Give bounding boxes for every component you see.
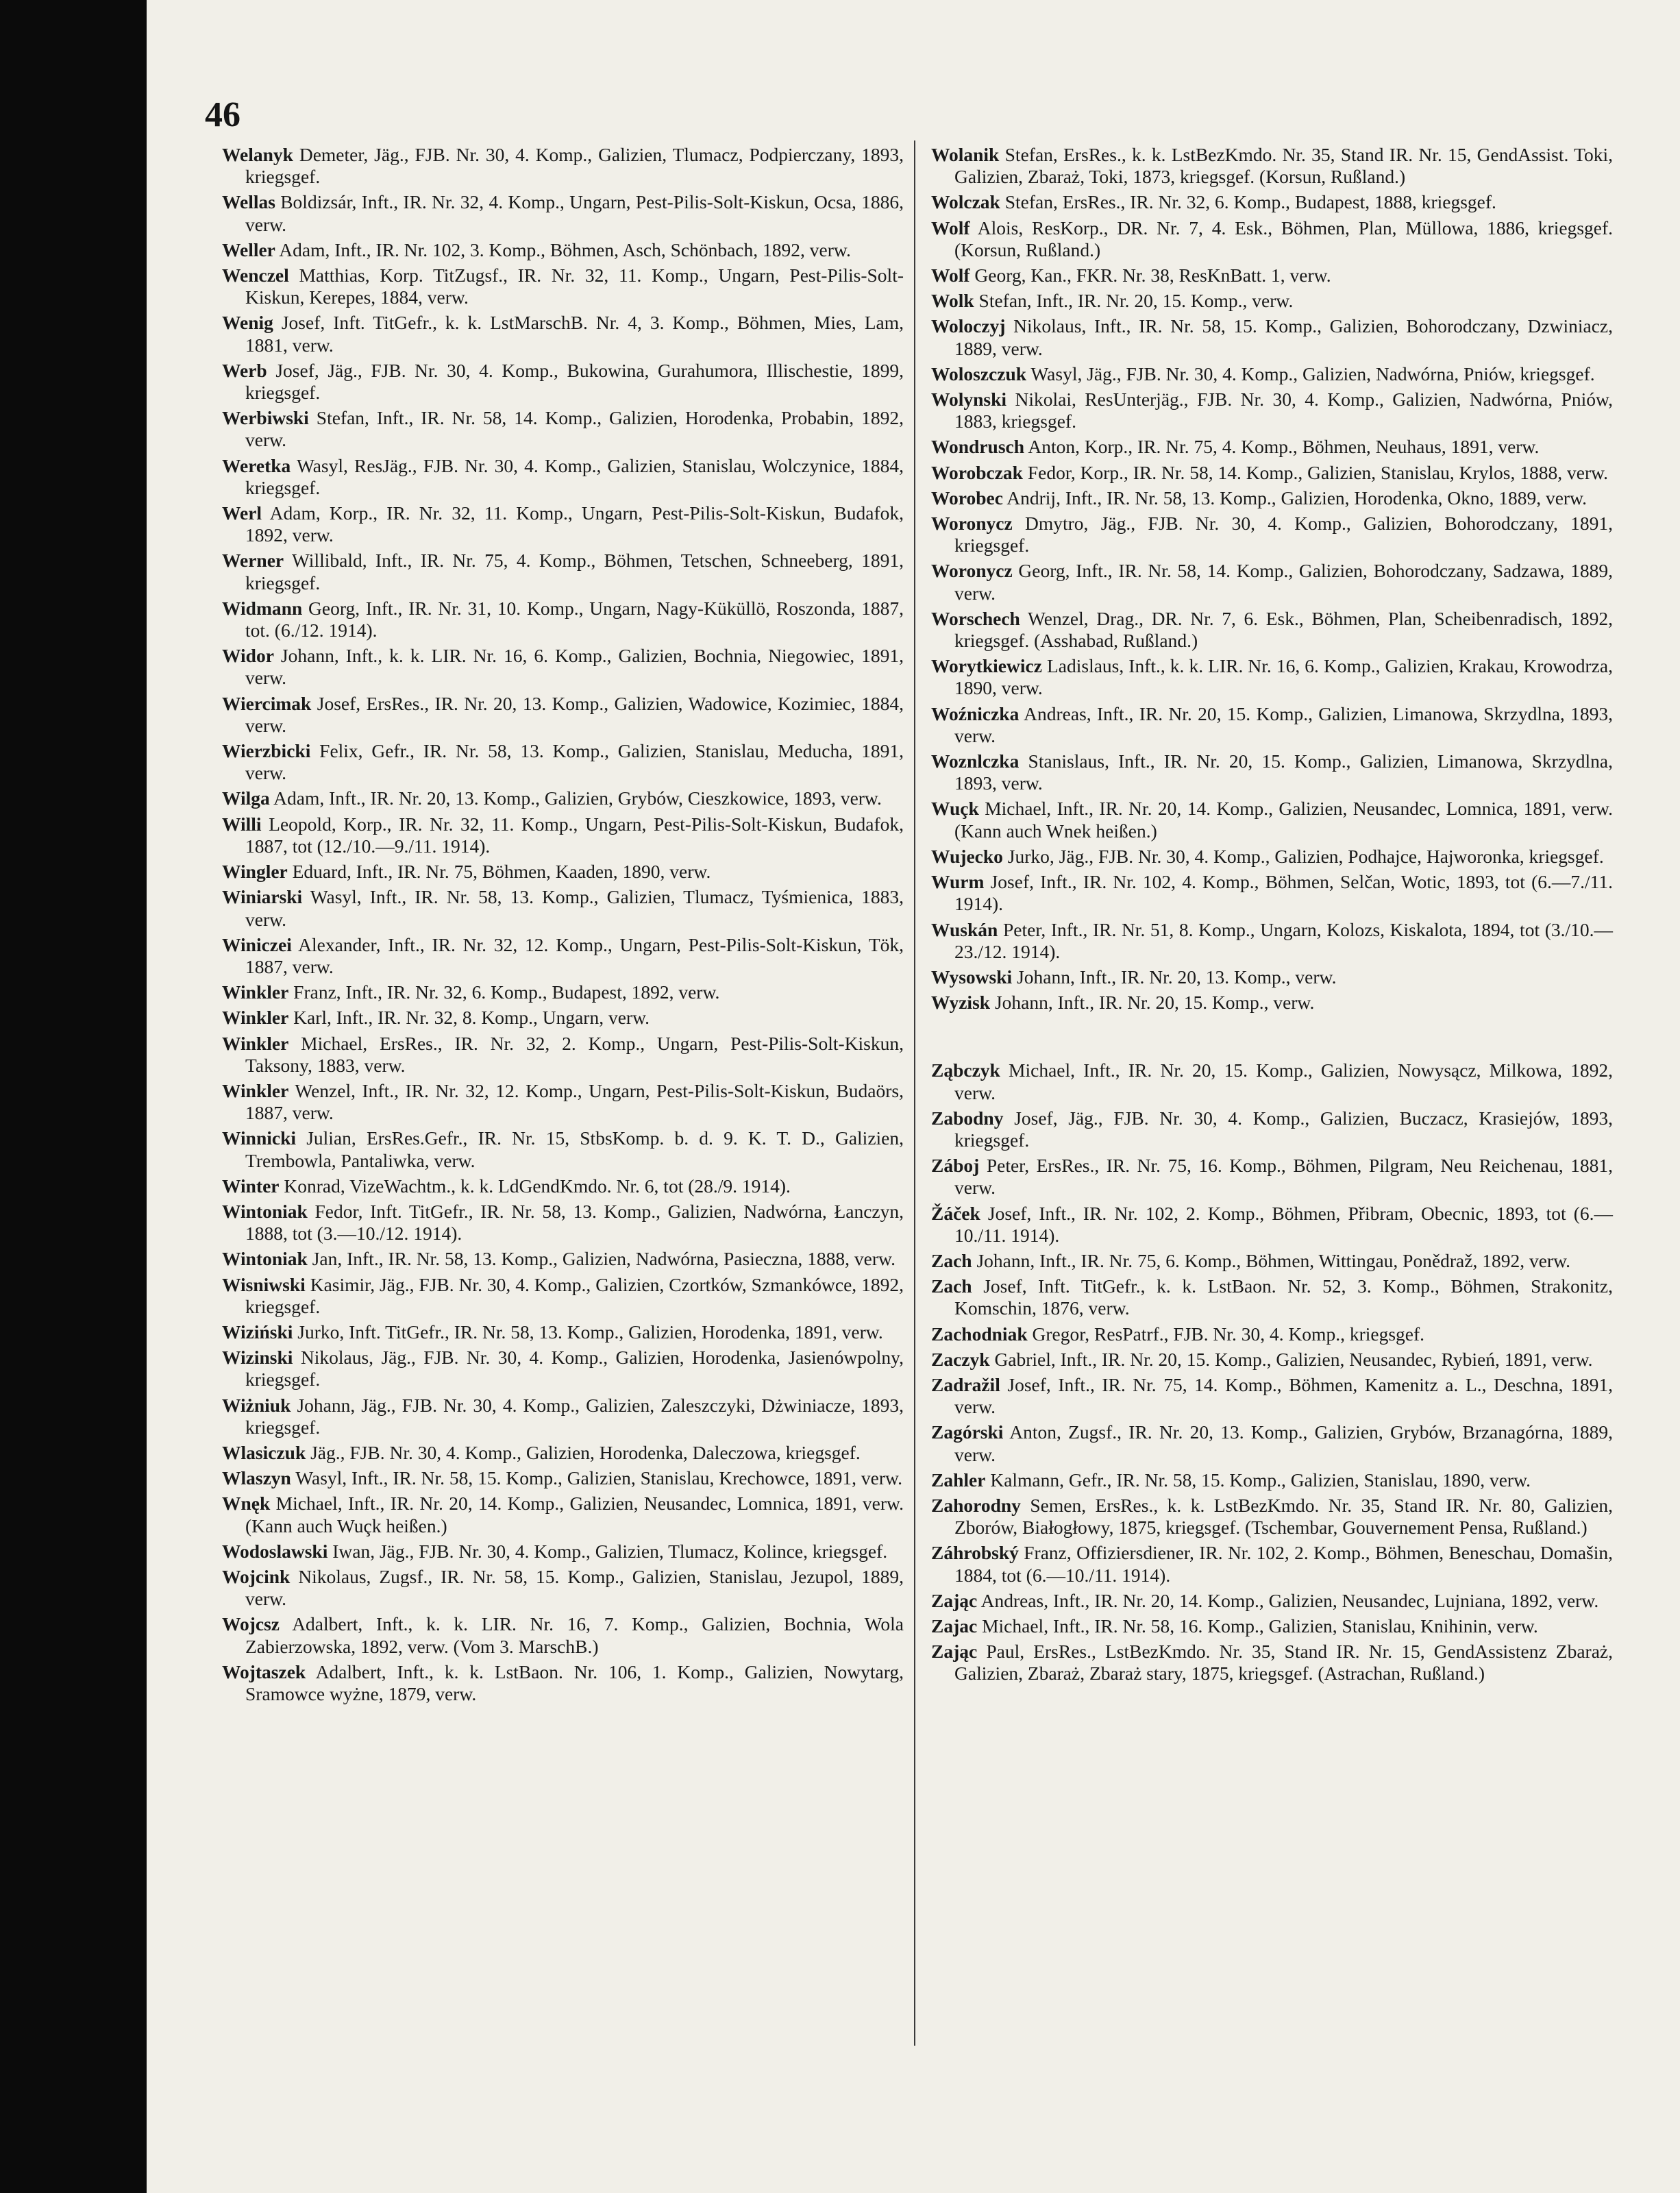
entry-surname: Wolk [931,290,974,312]
entry-surname: Welanyk [222,144,293,165]
entry-surname: Winnicki [222,1127,297,1149]
entry-surname: Winkler [222,1032,289,1054]
list-entry [222,1541,904,1563]
entry-details: Georg, Kan., FKR. Nr. 38, ResKnBatt. 1, verw. [974,265,1331,286]
entry-surname: Widmann [222,597,303,619]
entry-details: Konrad, VizeWachtm., k. k. LdGendKmdo. Nr. 6, tot (28./9. 1914). [284,1175,791,1197]
entry-surname: Werb [222,359,267,381]
list-entry [222,934,904,978]
list-entry [931,436,1613,458]
entry-surname: Worobczak [931,461,1023,483]
entry-details: Adalbert, Inft., k. k. LstBaon. Nr. 106, 1. Komp., Galizien, Nowytarg, Sramowce wyżne, 1879, verw. [245,1661,904,1704]
entry-surname: Werner [222,550,284,572]
entry-surname: Widor [222,645,274,667]
list-entry [931,655,1613,699]
entry-surname: Worschech [931,607,1020,629]
list-entry [222,787,904,809]
entry-surname: Winiarski [222,886,303,908]
list-entry [222,1175,904,1197]
list-entry [222,1661,904,1705]
list-entry [931,290,1613,312]
left-column [222,144,904,1708]
list-entry [931,1495,1613,1539]
entry-details: Franz, Offiziersdiener, IR. Nr. 102, 2. Komp., Böhmen, Beneschau, Domašin, 1884, tot (6.—10./11. 1914). [954,1542,1614,1586]
entry-surname: Wellas [222,191,275,213]
entry-details: Nikolai, ResUnterjäg., FJB. Nr. 30, 4. Komp., Galizien, Nadwórna, Pniów, 1883, kriegsgef. [954,389,1614,432]
entry-details: Peter, ErsRes., IR. Nr. 75, 16. Komp., Böhmen, Pilgram, Neu Reichenau, 1881, verw. [954,1155,1614,1199]
entry-details: Kalmann, Gefr., IR. Nr. 58, 15. Komp., Galizien, Stanislau, 1890, verw. [990,1469,1531,1491]
entry-surname: Wierzbicki [222,740,311,762]
entry-surname: Woznlczka [931,750,1020,772]
list-entry [222,1248,904,1270]
entry-surname: Wojcink [222,1565,291,1587]
entry-surname: Wenczel [222,265,289,286]
entry-surname: Wondrusch [931,436,1025,458]
entry-details: Jurko, Jäg., FJB. Nr. 30, 4. Komp., Galizien, Podhajce, Hajworonka, kriegsgef. [1007,845,1604,867]
entry-details: Wenzel, Drag., DR. Nr. 7, 6. Esk., Böhmen, Plan, Scheibenradisch, 1892, kriegsgef. (Asshabad, Rußland.) [954,607,1613,652]
entry-surname: Wnęk [222,1493,271,1515]
entry-details: Nikolaus, Jäg., FJB. Nr. 30, 4. Komp., Galizien, Horodenka, Jasienówpolny, kriegsgef. [245,1347,904,1390]
list-entry [222,1442,904,1464]
entry-details: Willibald, Inft., IR. Nr. 75, 4. Komp., Böhmen, Tetschen, Schneeberg, 1891, kriegsgef. [245,550,904,593]
list-entry [931,1059,1613,1103]
entry-surname: Wysowski [931,966,1013,988]
list-entry [931,1421,1613,1465]
list-entry [931,487,1613,509]
entry-details: Nikolaus, Inft., IR. Nr. 58, 15. Komp., Galizien, Bohorodczany, Dzwiniacz, 1889, verw. [954,315,1613,359]
entry-surname: Wiżniuk [222,1394,291,1416]
entry-surname: Wyzisk [931,992,991,1014]
list-entry [931,750,1613,794]
list-entry [222,1467,904,1489]
list-entry [222,144,904,188]
list-entry [931,1590,1613,1612]
entry-surname: Winter [222,1175,280,1197]
entry-details: Dmytro, Jäg., FJB. Nr. 30, 4. Komp., Galizien, Bohorodczany, 1891, kriegsgef. [954,513,1613,556]
list-entry [222,407,904,451]
entry-surname: Wojtaszek [222,1661,306,1682]
list-entry [931,1107,1613,1151]
entry-surname: Worobec [931,487,1003,509]
list-entry [222,550,904,593]
entry-surname: Zabodny [931,1107,1004,1129]
list-entry [931,315,1613,359]
list-entry [931,1203,1613,1247]
entry-details: Ladislaus, Inft., k. k. LIR. Nr. 16, 6. Komp., Galizien, Krakau, Krowodrza, 1890, verw. [954,655,1614,699]
list-entry [931,513,1613,556]
entry-details: Wasyl, Inft., IR. Nr. 58, 13. Komp., Galizien, Tlumacz, Tyśmienica, 1883, verw. [245,886,904,930]
entry-details: Paul, ErsRes., LstBezKmdo. Nr. 35, Stand IR. Nr. 15, GendAssistenz Zbaraż, Galizien, Zbaraż, Zbaraż stary, 1875, kriegsgef. (Astrachan, Rußland.) [954,1641,1613,1684]
entry-surname: Wilga [222,787,270,809]
entry-surname: Zajac [931,1615,978,1637]
list-entry [222,455,904,499]
entry-surname: Wingler [222,861,288,883]
entry-surname: Woronycz [931,513,1013,535]
list-entry [222,861,904,883]
entry-surname: Žáček [931,1202,980,1224]
entry-details: Karl, Inft., IR. Nr. 32, 8. Komp., Ungarn, verw. [293,1007,650,1029]
entry-surname: Weller [222,238,275,260]
entry-surname: Wintoniak [222,1248,308,1270]
entry-details: Andreas, Inft., IR. Nr. 20, 14. Komp., Galizien, Neusandec, Lujniana, 1892, verw. [980,1589,1599,1611]
entry-details: Johann, Inft., IR. Nr. 75, 6. Komp., Böhmen, Wittingau, Ponědraž, 1892, verw. [976,1249,1571,1271]
entry-details: Adalbert, Inft., k. k. LIR. Nr. 16, 7. Komp., Galizien, Bochnia, Wola Zabierzowska, 1892, verw. (Vom 3. MarschB.) [245,1613,904,1657]
entry-details: Wasyl, ResJäg., FJB. Nr. 30, 4. Komp., Galizien, Stanislau, Wolczynice, 1884, kriegsgef. [245,454,904,498]
entry-surname: Zahorodny [931,1494,1021,1516]
entry-details: Stefan, Inft., IR. Nr. 20, 15. Komp., verw. [978,290,1294,312]
entry-details: Peter, Inft., IR. Nr. 51, 8. Komp., Ungarn, Kolozs, Kiskalota, 1894, tot (3./10.—23./12. 1914). [954,918,1613,962]
entry-details: Fedor, Korp., IR. Nr. 58, 14. Komp., Galizien, Stanislau, Krylos, 1888, verw. [1027,461,1609,483]
entry-surname: Zach [931,1275,972,1297]
list-entry [222,502,904,546]
entry-details: Georg, Inft., IR. Nr. 31, 10. Komp., Ungarn, Nagy-Küküllö, Roszonda, 1887, tot. (6./12. 1914). [245,597,904,641]
list-entry [931,992,1613,1014]
entry-details: Boldizsár, Inft., IR. Nr. 32, 4. Komp., Ungarn, Pest-Pilis-Solt-Kiskun, Ocsa, 1886, verw. [245,191,904,235]
list-entry [222,1201,904,1245]
list-entry [222,1395,904,1438]
entry-details: Wenzel, Inft., IR. Nr. 32, 12. Komp., Ungarn, Pest-Pilis-Solt-Kiskun, Budaörs, 1887, verw. [245,1079,904,1124]
entry-details: Matthias, Korp. TitZugsf., IR. Nr. 32, 11. Komp., Ungarn, Pest-Pilis-Solt-Kiskun, Kerepes, 1884, verw. [245,265,904,308]
entry-details: Gregor, ResPatrf., FJB. Nr. 30, 4. Komp., kriegsgef. [1032,1323,1425,1345]
list-entry [222,693,904,737]
list-entry [931,703,1613,747]
list-entry [931,608,1613,652]
list-entry [222,1493,904,1536]
entry-surname: Zach [931,1249,972,1271]
entry-surname: Wintoniak [222,1200,308,1222]
entry-surname: Winkler [222,1079,289,1101]
list-entry [222,1613,904,1657]
entry-surname: Wisniwski [222,1273,306,1295]
entry-details: Adam, Inft., IR. Nr. 102, 3. Komp., Böhmen, Asch, Schönbach, 1892, verw. [279,238,851,260]
entry-details: Josef, Jäg., FJB. Nr. 30, 4. Komp., Bukowina, Gurahumora, Illischestie, 1899, kriegsgef. [245,359,904,404]
list-entry [931,798,1613,842]
column-divider [914,140,915,2046]
entry-surname: Záboj [931,1155,980,1177]
entry-details: Josef, Jäg., FJB. Nr. 30, 4. Komp., Galizien, Buczacz, Krasiejów, 1893, kriegsgef. [954,1107,1613,1151]
entry-details: Josef, Inft. TitGefr., k. k. LstBaon. Nr. 52, 3. Komp., Böhmen, Strakonitz, Komschin, 1876, verw. [954,1275,1613,1319]
list-entry [931,966,1613,988]
list-entry [222,1566,904,1610]
list-entry [222,813,904,857]
entry-surname: Wiziński [222,1321,293,1343]
list-entry [931,462,1613,484]
entry-surname: Wujecko [931,845,1003,867]
entry-surname: Werl [222,502,262,524]
entry-surname: Winkler [222,981,289,1003]
entry-details: Michael, Inft., IR. Nr. 20, 15. Komp., Galizien, Nowysącz, Milkowa, 1892, verw. [954,1059,1613,1103]
list-entry [931,1349,1613,1371]
entry-surname: Zając [931,1589,978,1611]
entry-details: Anton, Zugsf., IR. Nr. 20, 13. Komp., Galizien, Grybów, Brzanagórna, 1889, verw. [954,1421,1613,1465]
list-entry [931,1374,1613,1418]
list-entry [222,1080,904,1124]
entry-details: Jan, Inft., IR. Nr. 58, 13. Komp., Galizien, Nadwórna, Pasieczna, 1888, verw. [312,1248,895,1270]
entry-details: Stanislaus, Inft., IR. Nr. 20, 15. Komp., Galizien, Limanowa, Skrzydlna, 1893, verw. [954,750,1614,794]
entry-details: Alois, ResKorp., DR. Nr. 7, 4. Esk., Böhmen, Plan, Müllowa, 1886, kriegsgef. (Korsun, Rußland.) [954,217,1614,260]
entry-details: Johann, Inft., IR. Nr. 20, 15. Komp., verw. [994,992,1315,1014]
entry-surname: Zagórski [931,1421,1004,1443]
entry-surname: Wiercimak [222,692,312,714]
list-entry [222,312,904,356]
list-entry [931,217,1613,261]
entry-details: Franz, Inft., IR. Nr. 32, 6. Komp., Budapest, 1892, verw. [293,981,720,1003]
entry-surname: Zahler [931,1469,986,1491]
entry-details: Michael, Inft., IR. Nr. 20, 14. Komp., Galizien, Neusandec, Lomnica, 1891, verw. (Kann auch Wuçk heißen.) [245,1493,904,1536]
entry-surname: Wolf [931,265,970,286]
entry-surname: Werbiwski [222,407,309,429]
list-entry [222,1321,904,1343]
list-entry [931,144,1613,188]
entry-details: Johann, Inft., IR. Nr. 20, 13. Komp., verw. [1017,966,1337,988]
entry-details: Andrij, Inft., IR. Nr. 58, 13. Komp., Galizien, Horodenka, Okno, 1889, verw. [1006,487,1588,509]
list-entry [222,598,904,641]
list-entry [222,265,904,308]
entry-surname: Winkler [222,1007,289,1029]
section-gap [931,1017,1613,1059]
entry-details: Wasyl, Jäg., FJB. Nr. 30, 4. Komp., Galizien, Nadwórna, Pniów, kriegsgef. [1030,363,1595,384]
page-number: 46 [205,95,240,134]
entry-details: Anton, Korp., IR. Nr. 75, 4. Komp., Böhmen, Neuhaus, 1891, verw. [1028,436,1540,458]
entry-details: Adam, Korp., IR. Nr. 32, 11. Komp., Ungarn, Pest-Pilis-Solt-Kiskun, Budafok, 1892, verw. [245,502,904,546]
list-entry [931,1469,1613,1491]
entry-details: Jäg., FJB. Nr. 30, 4. Komp., Galizien, Horodenka, Daleczowa, kriegsgef. [310,1441,861,1463]
list-entry [222,360,904,404]
entry-surname: Wolf [931,217,970,238]
entry-details: Josef, Inft. TitGefr., k. k. LstMarschB. Nr. 4, 3. Komp., Böhmen, Mies, Lam, 1881, verw. [245,312,904,356]
entry-details: Leopold, Korp., IR. Nr. 32, 11. Komp., Ungarn, Pest-Pilis-Solt-Kiskun, Budafok, 1887, tot (12./10.—9./11. 1914). [245,813,904,857]
entry-surname: Zadražil [931,1373,1000,1395]
list-entry [931,1615,1613,1637]
list-entry [931,1275,1613,1319]
entry-surname: Wodoslawski [222,1540,328,1562]
document-page [147,0,1680,2193]
list-entry [222,1007,904,1029]
entry-details: Josef, ErsRes., IR. Nr. 20, 13. Komp., Galizien, Wadowice, Kozimiec, 1884, verw. [245,692,904,736]
list-entry [931,389,1613,432]
entry-details: Michael, Inft., IR. Nr. 20, 14. Komp., Galizien, Neusandec, Lomnica, 1891, verw. (Kann auch Wnek heißen.) [954,798,1613,842]
entry-details: Gabriel, Inft., IR. Nr. 20, 15. Komp., Galizien, Neusandec, Rybień, 1891, verw. [994,1348,1593,1370]
entry-surname: Winiczei [222,933,292,955]
entry-details: Kasimir, Jäg., FJB. Nr. 30, 4. Komp., Galizien, Czortków, Szmankówce, 1892, kriegsgef. [245,1273,904,1317]
entry-details: Eduard, Inft., IR. Nr. 75, Böhmen, Kaaden, 1890, verw. [292,861,711,883]
list-entry [931,919,1613,963]
list-entry [931,1641,1613,1684]
entry-details: Adam, Inft., IR. Nr. 20, 13. Komp., Galizien, Grybów, Cieszkowice, 1893, verw. [273,787,882,809]
list-entry [931,1542,1613,1586]
list-entry [222,1274,904,1318]
entry-details: Michael, ErsRes., IR. Nr. 32, 2. Komp., Ungarn, Pest-Pilis-Solt-Kiskun, Taksony, 1883, verw. [245,1032,904,1076]
list-entry [931,363,1613,385]
entry-details: Jurko, Inft. TitGefr., IR. Nr. 58, 13. Komp., Galizien, Horodenka, 1891, verw. [297,1321,883,1343]
list-entry [222,1127,904,1171]
list-entry [931,1250,1613,1272]
entry-details: Stefan, ErsRes., IR. Nr. 32, 6. Komp., Budapest, 1888, kriegsgef. [1004,191,1496,213]
entry-details: Stefan, ErsRes., k. k. LstBezKmdo. Nr. 35, Stand IR. Nr. 15, GendAssist. Toki, Galizien, Zbaraż, Toki, 1873, kriegsgef. (Korsun, Rußland.) [954,144,1614,188]
entry-surname: Zając [931,1641,978,1663]
entry-surname: Worytkiewicz [931,655,1042,677]
entry-surname: Wolynski [931,389,1007,411]
entry-details: Julian, ErsRes.Gefr., IR. Nr. 15, StbsKomp. b. d. 9. K. T. D., Galizien, Trembowla, Pantaliwka, verw. [245,1127,904,1171]
list-entry [222,645,904,689]
entry-surname: Woronycz [931,560,1013,582]
entry-details: Georg, Inft., IR. Nr. 58, 14. Komp., Galizien, Bohorodczany, Sadzawa, 1889, verw. [954,560,1614,604]
entry-details: Josef, Inft., IR. Nr. 102, 2. Komp., Böhmen, Přibram, Obecnic, 1893, tot (6.—10./11. 1914). [954,1202,1613,1246]
entry-details: Demeter, Jäg., FJB. Nr. 30, 4. Komp., Galizien, Tlumacz, Podpierczany, 1893, kriegsgef. [245,144,904,188]
entry-surname: Wurm [931,871,985,893]
entry-surname: Záhrobský [931,1542,1019,1564]
entry-surname: Wuskán [931,918,998,940]
list-entry [222,1033,904,1077]
list-entry [931,846,1613,868]
entry-details: Semen, ErsRes., k. k. LstBezKmdo. Nr. 35, Stand IR. Nr. 80, Galizien, Zborów, Białogłowy, 1875, kriegsgef. (Tschembar, Gouvernement Pensa, Rußland.) [954,1494,1614,1539]
list-entry [222,981,904,1003]
entry-surname: Woloszczuk [931,363,1027,384]
entry-surname: Zaczyk [931,1348,990,1370]
entry-surname: Woloczyj [931,315,1006,337]
entry-details: Stefan, Inft., IR. Nr. 58, 14. Komp., Galizien, Horodenka, Probabin, 1892, verw. [245,407,904,451]
entry-surname: Willi [222,813,262,835]
entry-surname: Weretka [222,454,291,476]
entry-surname: Wenig [222,312,273,334]
entry-details: Michael, Inft., IR. Nr. 58, 16. Komp., Galizien, Stanislau, Knihinin, verw. [982,1615,1538,1637]
entry-surname: Ząbczyk [931,1059,1000,1081]
list-entry [222,886,904,930]
entry-details: Wasyl, Inft., IR. Nr. 58, 15. Komp., Galizien, Stanislau, Krechowce, 1891, verw. [295,1467,902,1489]
entry-details: Andreas, Inft., IR. Nr. 20, 15. Komp., Galizien, Limanowa, Skrzydlna, 1893, verw. [954,702,1613,746]
entry-surname: Wolczak [931,191,1000,213]
entry-surname: Wlasiczuk [222,1441,306,1463]
list-entry [931,871,1613,915]
list-entry [222,191,904,235]
entry-details: Josef, Inft., IR. Nr. 75, 14. Komp., Böhmen, Kamenitz a. L., Deschna, 1891, verw. [954,1373,1613,1418]
entry-surname: Wojcsz [222,1613,280,1635]
list-entry [222,1347,904,1390]
entry-details: Felix, Gefr., IR. Nr. 58, 13. Komp., Galizien, Stanislau, Meducha, 1891, verw. [245,740,904,784]
entry-surname: Wolanik [931,144,1000,165]
entry-details: Nikolaus, Zugsf., IR. Nr. 58, 15. Komp., Galizien, Stanislau, Jezupol, 1889, verw. [245,1565,904,1610]
entry-details: Alexander, Inft., IR. Nr. 32, 12. Komp., Ungarn, Pest-Pilis-Solt-Kiskun, Tök, 1887, verw. [245,933,904,977]
entry-details: Johann, Jäg., FJB. Nr. 30, 4. Komp., Galizien, Zaleszczyki, Dżwiniacze, 1893, kriegsgef. [245,1394,904,1438]
list-entry [931,191,1613,213]
entry-surname: Woźniczka [931,702,1020,724]
list-entry [222,740,904,784]
list-entry [931,265,1613,286]
entry-surname: Zachodniak [931,1323,1028,1345]
entry-details: Fedor, Inft. TitGefr., IR. Nr. 58, 13. Komp., Galizien, Nadwórna, Łanczyn, 1888, tot (3.—10./12. 1914). [245,1200,904,1245]
entry-details: Iwan, Jäg., FJB. Nr. 30, 4. Komp., Galizien, Tlumacz, Kolince, kriegsgef. [332,1540,888,1562]
entry-details: Josef, Inft., IR. Nr. 102, 4. Komp., Böhmen, Selčan, Wotic, 1893, tot (6.—7./11. 1914). [954,871,1614,915]
list-entry [931,1155,1613,1199]
entry-surname: Wlaszyn [222,1467,291,1489]
list-entry [931,1323,1613,1345]
list-entry [931,560,1613,604]
right-column [931,144,1613,1689]
entry-details: Johann, Inft., k. k. LIR. Nr. 16, 6. Komp., Galizien, Bochnia, Niegowiec, 1891, verw. [245,645,904,689]
list-entry [222,239,904,261]
entry-surname: Wuçk [931,798,979,820]
entry-surname: Wizinski [222,1347,293,1369]
